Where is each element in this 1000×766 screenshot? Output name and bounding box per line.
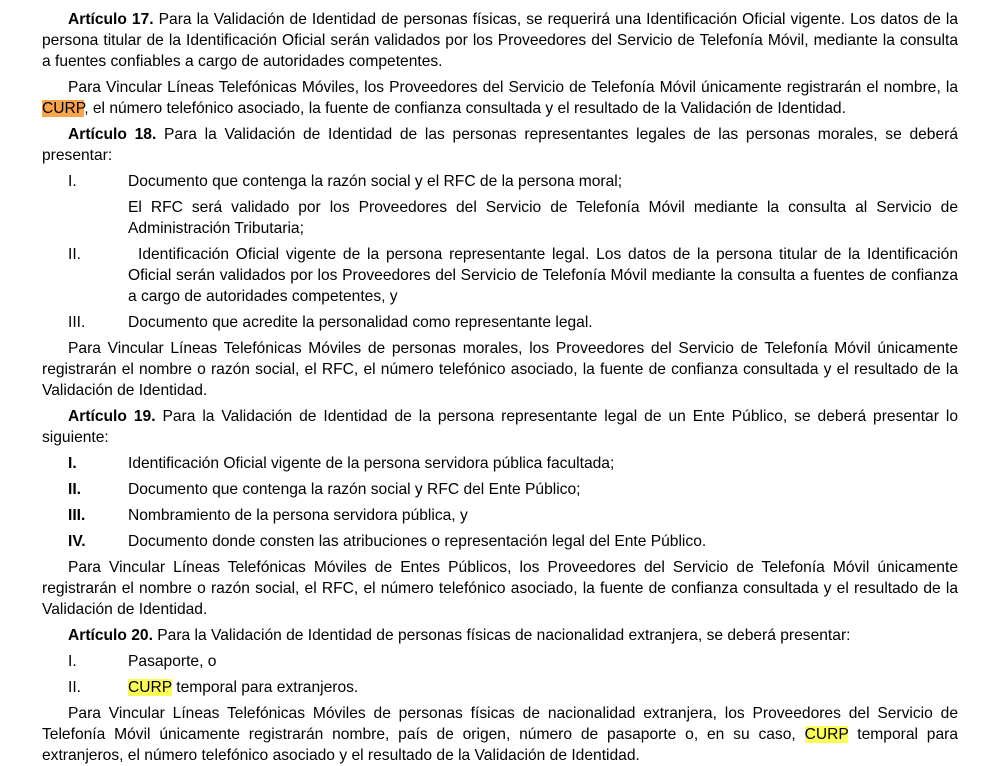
list-item [68, 244, 958, 307]
list-item [68, 479, 958, 500]
paragraph [42, 9, 958, 72]
text-run: Identificación Oficial vigente de la persona representante legal. Los datos de la persona titular de la Identificación Oficial serán validados por los Proveedores del Servicio de Telefonía Móvil mediante la consulta a fuentes de confianza a cargo de autoridades competentes, y [128, 246, 958, 305]
search-highlight-active: CURP [42, 100, 85, 117]
document-content [42, 9, 958, 766]
list-item-number: I. [68, 455, 77, 472]
article-label: Artículo 17. [68, 11, 154, 28]
text-run: Documento donde consten las atribuciones o representación legal del Ente Público. [128, 533, 707, 550]
text-run: , el número telefónico asociado, la fuente de confianza consultada y el resultado de la Validación de Identidad. [84, 100, 846, 117]
list-item [68, 531, 958, 552]
text-run: temporal para extranjeros, el número telefónico asociado y el resultado de la Validación de Identidad. [42, 726, 958, 764]
text-run: Para la Validación de Identidad de personas físicas, se requerirá una Identificación Oficial vigente. Los datos de la persona titular de la Identificación Oficial serán validados por los Proveedores del Servicio de Telefonía Móvil, mediante la consulta a fuentes confiables a cargo de autoridades competentes. [42, 11, 958, 70]
list-item [68, 505, 958, 526]
list-item-number: III. [68, 507, 86, 524]
list-item-number: II. [68, 481, 81, 498]
list-item-number: IV. [68, 533, 86, 550]
article-label: Artículo 20. [68, 627, 153, 644]
text-run: Documento que acredite la personalidad como representante legal. [128, 314, 593, 331]
list-item [68, 171, 958, 192]
paragraph [42, 625, 958, 646]
text-run: Para Vincular Líneas Telefónicas Móviles de personas físicas de nacionalidad extranjera, los Proveedores del Servicio de Telefonía Móvil únicamente registrarán nombre, país de origen, número de pasaporte o, en su caso, [42, 705, 958, 743]
paragraph [42, 557, 958, 620]
text-run: Documento que contenga la razón social y el RFC de la persona moral; [128, 173, 623, 190]
text-run: Para la Validación de Identidad de la persona representante legal de un Ente Público, se deberá presentar lo siguiente: [42, 408, 958, 446]
text-run: El RFC será validado por los Proveedores del Servicio de Telefonía Móvil mediante la consulta al Servicio de Administración Tributaria; [128, 199, 958, 237]
text-run: Para Vincular Líneas Telefónicas Móviles de personas morales, los Proveedores del Servicio de Telefonía Móvil únicamente registrarán el nombre o razón social, el RFC, el número telefónico asociado, la fuente de confianza consultada y el resultado de la Validación de Identidad. [42, 340, 958, 399]
list-item [68, 677, 958, 698]
text-run: Nombramiento de la persona servidora pública, y [128, 507, 468, 524]
text-run: Para Vincular Líneas Telefónicas Móviles, los Proveedores del Servicio de Telefonía Móvil únicamente registrarán el nombre, la [68, 79, 958, 96]
list-item-number: II. [68, 679, 81, 696]
search-highlight-match: CURP [128, 679, 172, 696]
list-item-number: I. [68, 653, 77, 670]
text-run: Para la Validación de Identidad de las personas representantes legales de las personas morales, se deberá presentar: [42, 126, 958, 164]
search-highlight-match: CURP [804, 726, 849, 743]
text-run: Documento que contenga la razón social y RFC del Ente Público; [128, 481, 581, 498]
list-item [68, 453, 958, 474]
list-item [68, 312, 958, 333]
list-item [68, 651, 958, 672]
list-sub-paragraph [128, 197, 958, 239]
paragraph [42, 124, 958, 166]
article-label: Artículo 19. [68, 408, 156, 425]
paragraph [42, 338, 958, 401]
text-run: Pasaporte, o [128, 653, 217, 670]
text-run: Identificación Oficial vigente de la persona servidora pública facultada; [128, 455, 615, 472]
list-item-number: II. [68, 246, 81, 263]
text-run: Para Vincular Líneas Telefónicas Móviles de Entes Públicos, los Proveedores del Servicio de Telefonía Móvil únicamente registrarán el nombre o razón social, el RFC, el número telefónico asociado, la fuente de confianza consultada y el resultado de la Validación de Identidad. [42, 559, 958, 618]
paragraph [42, 703, 958, 766]
list-item-number: III. [68, 314, 86, 331]
paragraph [42, 406, 958, 448]
text-run: Para la Validación de Identidad de personas físicas de nacionalidad extranjera, se deberá presentar: [152, 627, 851, 644]
text-run: temporal para extranjeros. [171, 679, 359, 696]
article-label: Artículo 18. [68, 126, 157, 143]
list-item-number: I. [68, 173, 77, 190]
paragraph [42, 77, 958, 119]
